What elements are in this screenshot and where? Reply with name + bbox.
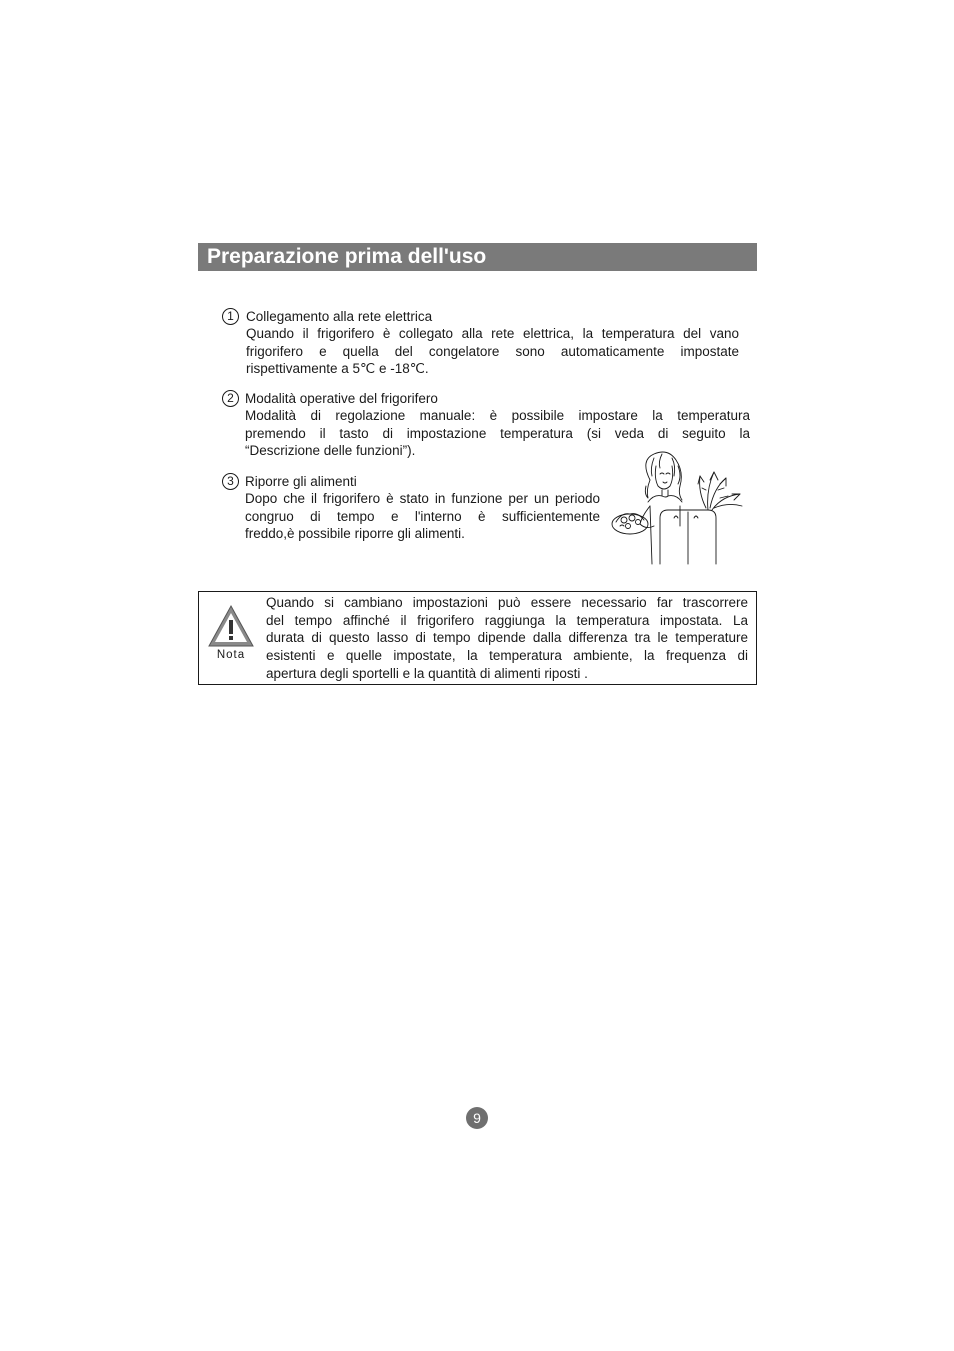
text-line: esistenti e quelle impostate, la temperatura ambiente, la frequenza di (266, 648, 748, 664)
text-line: freddo,è possibile riporre gli alimenti. (245, 526, 465, 542)
step-number-circle: 1 (222, 308, 239, 325)
note-label: Nota (216, 649, 246, 661)
text-line: del tempo affinché il frigorifero raggiunga la temperatura impostata. La (266, 612, 748, 628)
text-line: rispettivamente a 5℃ e -18℃. (246, 361, 429, 377)
text-line: frigorifero e quella del congelatore sono automaticamente impostate (246, 343, 739, 359)
text-line: Dopo che il frigorifero è stato in funzione per un periodo (245, 491, 600, 506)
step-description (245, 490, 600, 543)
text-line: apertura degli sportelli e la quantità di alimenti riposti . (266, 665, 588, 681)
note-text (266, 594, 748, 682)
text-line: premendo il tasto di impostazione temperatura (si veda di seguito la (245, 425, 750, 441)
text-line: Quando si cambiano impostazioni può essere necessario far trascorrere (266, 595, 748, 610)
note-box (198, 591, 757, 685)
step-title: Collegamento alla rete elettrica (246, 309, 433, 324)
section-title: Preparazione prima dell'uso (207, 245, 487, 268)
step-description (246, 325, 739, 378)
step-number-circle: 3 (222, 473, 239, 490)
step-number-circle: 2 (222, 390, 239, 407)
section-header (198, 243, 757, 271)
warning-triangle-icon (207, 604, 255, 648)
text-line: Quando il frigorifero è collegato alla rete elettrica, la temperatura del vano (246, 326, 739, 341)
step-title: Riporre gli alimenti (245, 474, 357, 489)
page-number: 9 (466, 1107, 488, 1129)
note-icon-area (207, 604, 255, 664)
step-3 (222, 473, 604, 548)
text-line: congruo di tempo e l'interno è sufficientemente (245, 508, 600, 524)
text-line: Modalità di regolazione manuale: è possibile impostare la temperatura (245, 408, 750, 423)
text-line: “Descrizione delle funzioni”). (245, 443, 416, 459)
woman-with-food-illustration (610, 450, 746, 566)
step-1 (222, 308, 742, 383)
step-title: Modalità operative del frigorifero (245, 391, 438, 406)
text-line: durata di questo lasso di tempo dipende dalla differenza tra le temperature (266, 630, 748, 646)
